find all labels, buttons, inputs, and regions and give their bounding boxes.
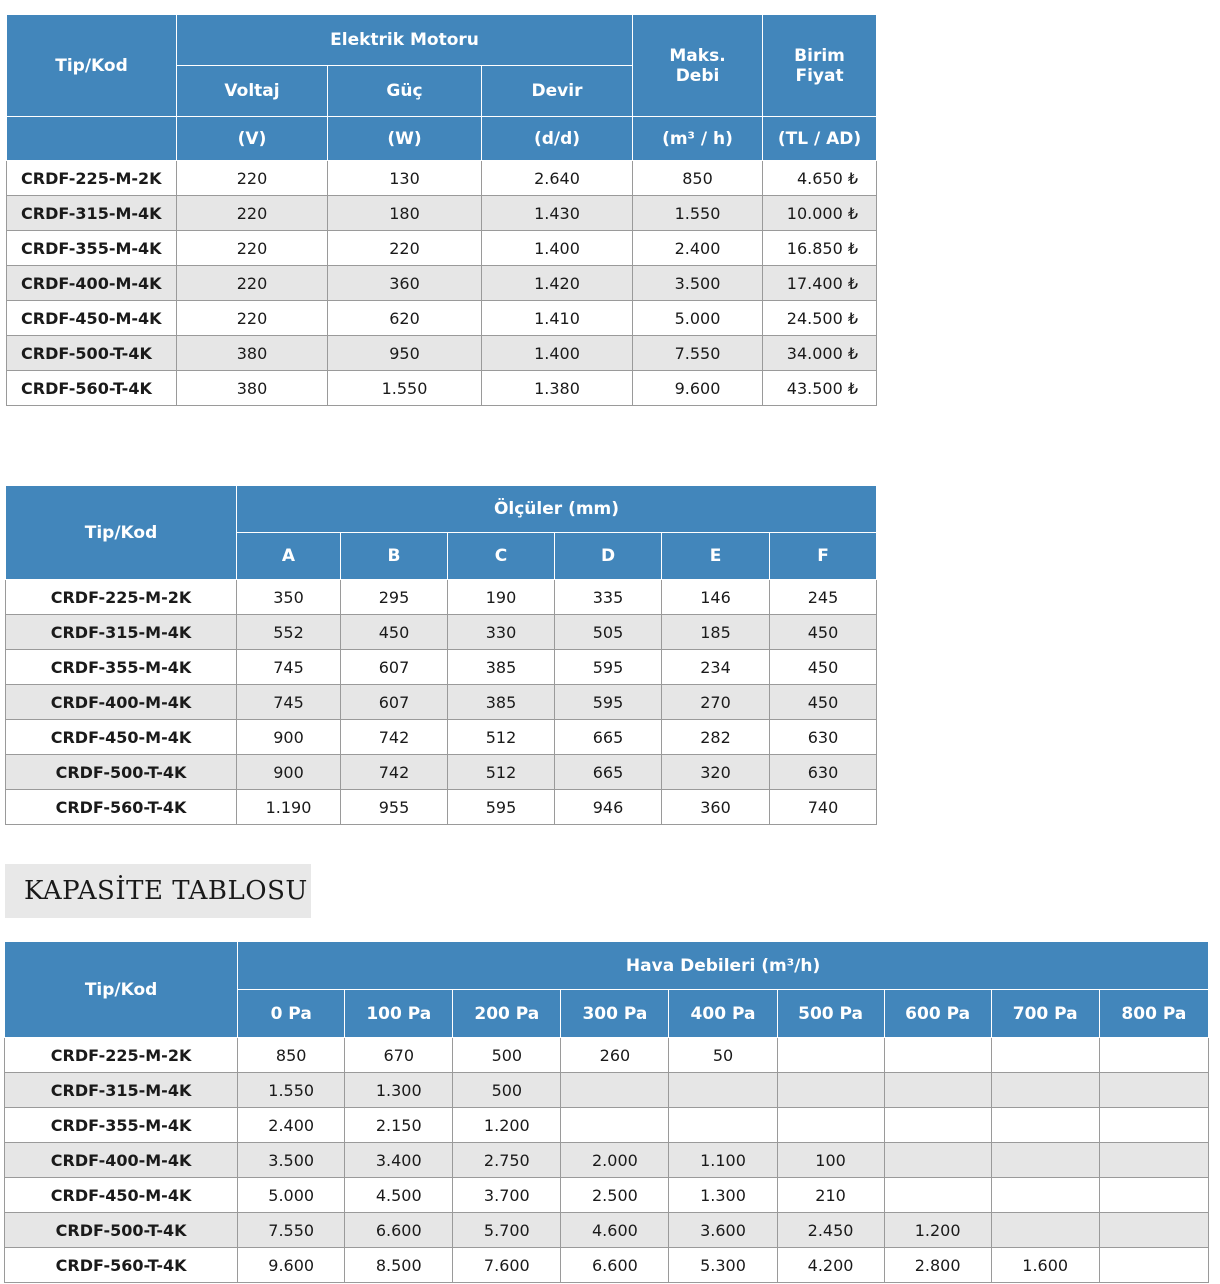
table-row xyxy=(6,615,877,650)
dimension-cell: 505 xyxy=(555,615,662,650)
airflow-cell xyxy=(1099,1073,1208,1108)
airflow-cell xyxy=(777,1038,884,1073)
dimension-cell: 607 xyxy=(341,685,448,720)
airflow-cell: 7.550 xyxy=(238,1213,345,1248)
spec-table xyxy=(6,14,877,406)
product-code: CRDF-450-M-4K xyxy=(7,301,177,336)
product-code: CRDF-315-M-4K xyxy=(5,1073,238,1108)
dimension-cell: 955 xyxy=(341,790,448,825)
dimension-cell: 190 xyxy=(448,580,555,615)
airflow-cell xyxy=(1099,1143,1208,1178)
airflow-cell: 4.200 xyxy=(777,1248,884,1283)
voltage-header: Voltaj xyxy=(177,66,328,117)
airflow-cell: 1.300 xyxy=(669,1178,777,1213)
airflow-cell: 1.200 xyxy=(884,1213,991,1248)
dimension-cell: 512 xyxy=(448,755,555,790)
dimension-cell: 665 xyxy=(555,755,662,790)
power-cell: 950 xyxy=(328,336,482,371)
voltage-cell: 380 xyxy=(177,336,328,371)
max-flow-header-line1: Maks. xyxy=(669,45,726,66)
speed-header: Devir xyxy=(482,66,633,117)
airflow-cell xyxy=(884,1178,991,1213)
product-code: CRDF-560-T-4K xyxy=(5,1248,238,1283)
motor-group-header: Elektrik Motoru xyxy=(177,15,633,66)
dimension-col-header: F xyxy=(770,533,877,580)
flow-cell: 1.550 xyxy=(633,196,763,231)
product-code: CRDF-315-M-4K xyxy=(6,615,237,650)
airflow-cell: 4.500 xyxy=(345,1178,453,1213)
airflow-cell: 2.800 xyxy=(884,1248,991,1283)
dimension-table xyxy=(5,485,877,825)
price-cell: 43.500 ₺ xyxy=(763,371,877,406)
airflow-cell xyxy=(884,1038,991,1073)
flow-cell: 5.000 xyxy=(633,301,763,336)
airflow-cell: 100 xyxy=(777,1143,884,1178)
table-row xyxy=(6,755,877,790)
product-code: CRDF-450-M-4K xyxy=(6,720,237,755)
product-code: CRDF-355-M-4K xyxy=(7,231,177,266)
airflow-cell xyxy=(884,1143,991,1178)
dimension-cell: 282 xyxy=(662,720,770,755)
table-row xyxy=(7,161,877,196)
airflow-cell: 2.000 xyxy=(561,1143,669,1178)
price-header-line2: Fiyat xyxy=(795,65,844,86)
dimension-cell: 630 xyxy=(770,755,877,790)
dimension-col-header: E xyxy=(662,533,770,580)
dimension-cell: 512 xyxy=(448,720,555,755)
dimension-cell: 552 xyxy=(237,615,341,650)
voltage-cell: 380 xyxy=(177,371,328,406)
voltage-cell: 220 xyxy=(177,196,328,231)
dimension-cell: 1.190 xyxy=(237,790,341,825)
table-row xyxy=(6,685,877,720)
airflow-cell xyxy=(991,1073,1099,1108)
airflow-cell: 4.600 xyxy=(561,1213,669,1248)
dimension-cell: 245 xyxy=(770,580,877,615)
code-header: Tip/Kod xyxy=(6,486,237,580)
airflow-cell: 5.000 xyxy=(238,1178,345,1213)
airflow-cell: 670 xyxy=(345,1038,453,1073)
code-header: Tip/Kod xyxy=(7,15,177,117)
airflow-cell: 2.750 xyxy=(453,1143,561,1178)
flow-cell: 2.400 xyxy=(633,231,763,266)
dimension-col-header: C xyxy=(448,533,555,580)
dimension-cell: 385 xyxy=(448,685,555,720)
dimension-cell: 295 xyxy=(341,580,448,615)
flow-cell: 3.500 xyxy=(633,266,763,301)
airflow-cell: 2.400 xyxy=(238,1108,345,1143)
table-row xyxy=(6,790,877,825)
speed-cell: 1.400 xyxy=(482,336,633,371)
power-cell: 360 xyxy=(328,266,482,301)
dimension-cell: 450 xyxy=(341,615,448,650)
airflow-cell xyxy=(991,1143,1099,1178)
dimension-cell: 360 xyxy=(662,790,770,825)
airflow-cell xyxy=(991,1108,1099,1143)
dimension-cell: 740 xyxy=(770,790,877,825)
airflow-cell xyxy=(1099,1213,1208,1248)
airflow-cell: 5.700 xyxy=(453,1213,561,1248)
table-row xyxy=(7,301,877,336)
capacity-section-title: KAPASİTE TABLOSU xyxy=(5,864,311,918)
airflow-cell: 1.550 xyxy=(238,1073,345,1108)
flow-cell: 7.550 xyxy=(633,336,763,371)
product-code: CRDF-225-M-2K xyxy=(5,1038,238,1073)
dimension-cell: 385 xyxy=(448,650,555,685)
dimension-cell: 146 xyxy=(662,580,770,615)
product-code: CRDF-500-T-4K xyxy=(5,1213,238,1248)
airflow-cell: 6.600 xyxy=(345,1213,453,1248)
dimension-cell: 330 xyxy=(448,615,555,650)
dimension-col-header: A xyxy=(237,533,341,580)
airflow-group-header: Hava Debileri (m³/h) xyxy=(238,942,1209,990)
power-cell: 130 xyxy=(328,161,482,196)
airflow-cell xyxy=(884,1073,991,1108)
product-code: CRDF-315-M-4K xyxy=(7,196,177,231)
voltage-cell: 220 xyxy=(177,266,328,301)
pressure-col-header: 600 Pa xyxy=(884,990,991,1038)
airflow-cell xyxy=(1099,1248,1208,1283)
table-row xyxy=(6,720,877,755)
max-flow-header xyxy=(633,15,763,117)
pressure-col-header: 0 Pa xyxy=(238,990,345,1038)
dimension-cell: 350 xyxy=(237,580,341,615)
table-row xyxy=(6,580,877,615)
table-row xyxy=(5,1038,1209,1073)
dimension-cell: 450 xyxy=(770,650,877,685)
airflow-cell: 1.300 xyxy=(345,1073,453,1108)
dimension-cell: 665 xyxy=(555,720,662,755)
airflow-cell: 3.500 xyxy=(238,1143,345,1178)
dimension-cell: 450 xyxy=(770,615,877,650)
price-header-line1: Birim xyxy=(794,45,845,66)
product-code: CRDF-500-T-4K xyxy=(7,336,177,371)
product-code: CRDF-500-T-4K xyxy=(6,755,237,790)
pressure-col-header: 300 Pa xyxy=(561,990,669,1038)
product-code: CRDF-355-M-4K xyxy=(6,650,237,685)
table-row xyxy=(5,1073,1209,1108)
product-code: CRDF-225-M-2K xyxy=(7,161,177,196)
airflow-cell: 210 xyxy=(777,1178,884,1213)
dimension-cell: 742 xyxy=(341,755,448,790)
unit-voltage: (V) xyxy=(177,117,328,161)
pressure-col-header: 200 Pa xyxy=(453,990,561,1038)
speed-cell: 2.640 xyxy=(482,161,633,196)
pressure-col-header: 700 Pa xyxy=(991,990,1099,1038)
dimension-col-header: D xyxy=(555,533,662,580)
dimension-cell: 630 xyxy=(770,720,877,755)
airflow-cell: 8.500 xyxy=(345,1248,453,1283)
airflow-cell: 3.600 xyxy=(669,1213,777,1248)
dimension-cell: 450 xyxy=(770,685,877,720)
dimension-cell: 234 xyxy=(662,650,770,685)
dimension-cell: 595 xyxy=(555,650,662,685)
dimension-cell: 745 xyxy=(237,650,341,685)
airflow-cell: 500 xyxy=(453,1073,561,1108)
dimension-cell: 745 xyxy=(237,685,341,720)
airflow-cell xyxy=(1099,1038,1208,1073)
dimension-cell: 946 xyxy=(555,790,662,825)
table-row xyxy=(5,1143,1209,1178)
unit-empty-cell xyxy=(7,117,177,161)
airflow-cell xyxy=(777,1108,884,1143)
price-cell: 16.850 ₺ xyxy=(763,231,877,266)
unit-speed: (d/d) xyxy=(482,117,633,161)
pressure-col-header: 800 Pa xyxy=(1099,990,1208,1038)
airflow-cell: 5.300 xyxy=(669,1248,777,1283)
airflow-cell: 7.600 xyxy=(453,1248,561,1283)
voltage-cell: 220 xyxy=(177,161,328,196)
airflow-cell: 50 xyxy=(669,1038,777,1073)
price-cell: 4.650 ₺ xyxy=(763,161,877,196)
pressure-col-header: 400 Pa xyxy=(669,990,777,1038)
price-cell: 10.000 ₺ xyxy=(763,196,877,231)
airflow-cell: 1.100 xyxy=(669,1143,777,1178)
price-cell: 34.000 ₺ xyxy=(763,336,877,371)
airflow-cell xyxy=(561,1108,669,1143)
airflow-cell xyxy=(777,1073,884,1108)
product-code: CRDF-400-M-4K xyxy=(7,266,177,301)
airflow-cell: 2.150 xyxy=(345,1108,453,1143)
airflow-cell xyxy=(669,1108,777,1143)
table-row xyxy=(6,650,877,685)
price-header xyxy=(763,15,877,117)
airflow-cell: 260 xyxy=(561,1038,669,1073)
power-header: Güç xyxy=(328,66,482,117)
speed-cell: 1.400 xyxy=(482,231,633,266)
product-code: CRDF-560-T-4K xyxy=(7,371,177,406)
table-row xyxy=(5,1108,1209,1143)
power-cell: 620 xyxy=(328,301,482,336)
speed-cell: 1.380 xyxy=(482,371,633,406)
airflow-cell xyxy=(1099,1178,1208,1213)
dimension-cell: 595 xyxy=(555,685,662,720)
code-header: Tip/Kod xyxy=(5,942,238,1038)
dimension-cell: 900 xyxy=(237,720,341,755)
power-cell: 180 xyxy=(328,196,482,231)
dimensions-group-header: Ölçüler (mm) xyxy=(237,486,877,533)
table-row xyxy=(7,336,877,371)
airflow-cell: 850 xyxy=(238,1038,345,1073)
airflow-cell: 1.600 xyxy=(991,1248,1099,1283)
dimension-cell: 320 xyxy=(662,755,770,790)
airflow-cell: 9.600 xyxy=(238,1248,345,1283)
price-cell: 17.400 ₺ xyxy=(763,266,877,301)
max-flow-header-line2: Debi xyxy=(675,65,720,86)
airflow-cell xyxy=(884,1108,991,1143)
dimension-cell: 607 xyxy=(341,650,448,685)
table-row xyxy=(5,1213,1209,1248)
table-row xyxy=(7,266,877,301)
power-cell: 1.550 xyxy=(328,371,482,406)
dimension-cell: 900 xyxy=(237,755,341,790)
dimension-cell: 742 xyxy=(341,720,448,755)
voltage-cell: 220 xyxy=(177,301,328,336)
airflow-cell xyxy=(991,1178,1099,1213)
product-code: CRDF-225-M-2K xyxy=(6,580,237,615)
speed-cell: 1.420 xyxy=(482,266,633,301)
airflow-cell: 6.600 xyxy=(561,1248,669,1283)
product-code: CRDF-355-M-4K xyxy=(5,1108,238,1143)
dimension-cell: 595 xyxy=(448,790,555,825)
unit-price: (TL / AD) xyxy=(763,117,877,161)
airflow-cell: 3.400 xyxy=(345,1143,453,1178)
airflow-cell xyxy=(991,1213,1099,1248)
airflow-cell: 2.500 xyxy=(561,1178,669,1213)
airflow-cell xyxy=(991,1038,1099,1073)
product-code: CRDF-560-T-4K xyxy=(6,790,237,825)
airflow-cell: 1.200 xyxy=(453,1108,561,1143)
table-row xyxy=(7,231,877,266)
speed-cell: 1.430 xyxy=(482,196,633,231)
dimension-col-header: B xyxy=(341,533,448,580)
voltage-cell: 220 xyxy=(177,231,328,266)
pressure-col-header: 100 Pa xyxy=(345,990,453,1038)
airflow-cell xyxy=(1099,1108,1208,1143)
flow-cell: 9.600 xyxy=(633,371,763,406)
pressure-col-header: 500 Pa xyxy=(777,990,884,1038)
unit-power: (W) xyxy=(328,117,482,161)
dimension-cell: 335 xyxy=(555,580,662,615)
flow-cell: 850 xyxy=(633,161,763,196)
unit-flow: (m³ / h) xyxy=(633,117,763,161)
table-row xyxy=(5,1178,1209,1213)
airflow-cell xyxy=(561,1073,669,1108)
table-row xyxy=(7,371,877,406)
product-code: CRDF-450-M-4K xyxy=(5,1178,238,1213)
airflow-cell xyxy=(669,1073,777,1108)
table-row xyxy=(7,196,877,231)
table-row xyxy=(5,1248,1209,1283)
speed-cell: 1.410 xyxy=(482,301,633,336)
airflow-cell: 2.450 xyxy=(777,1213,884,1248)
capacity-table xyxy=(4,941,1209,1283)
dimension-cell: 185 xyxy=(662,615,770,650)
airflow-cell: 3.700 xyxy=(453,1178,561,1213)
dimension-cell: 270 xyxy=(662,685,770,720)
product-code: CRDF-400-M-4K xyxy=(5,1143,238,1178)
airflow-cell: 500 xyxy=(453,1038,561,1073)
power-cell: 220 xyxy=(328,231,482,266)
price-cell: 24.500 ₺ xyxy=(763,301,877,336)
product-code: CRDF-400-M-4K xyxy=(6,685,237,720)
